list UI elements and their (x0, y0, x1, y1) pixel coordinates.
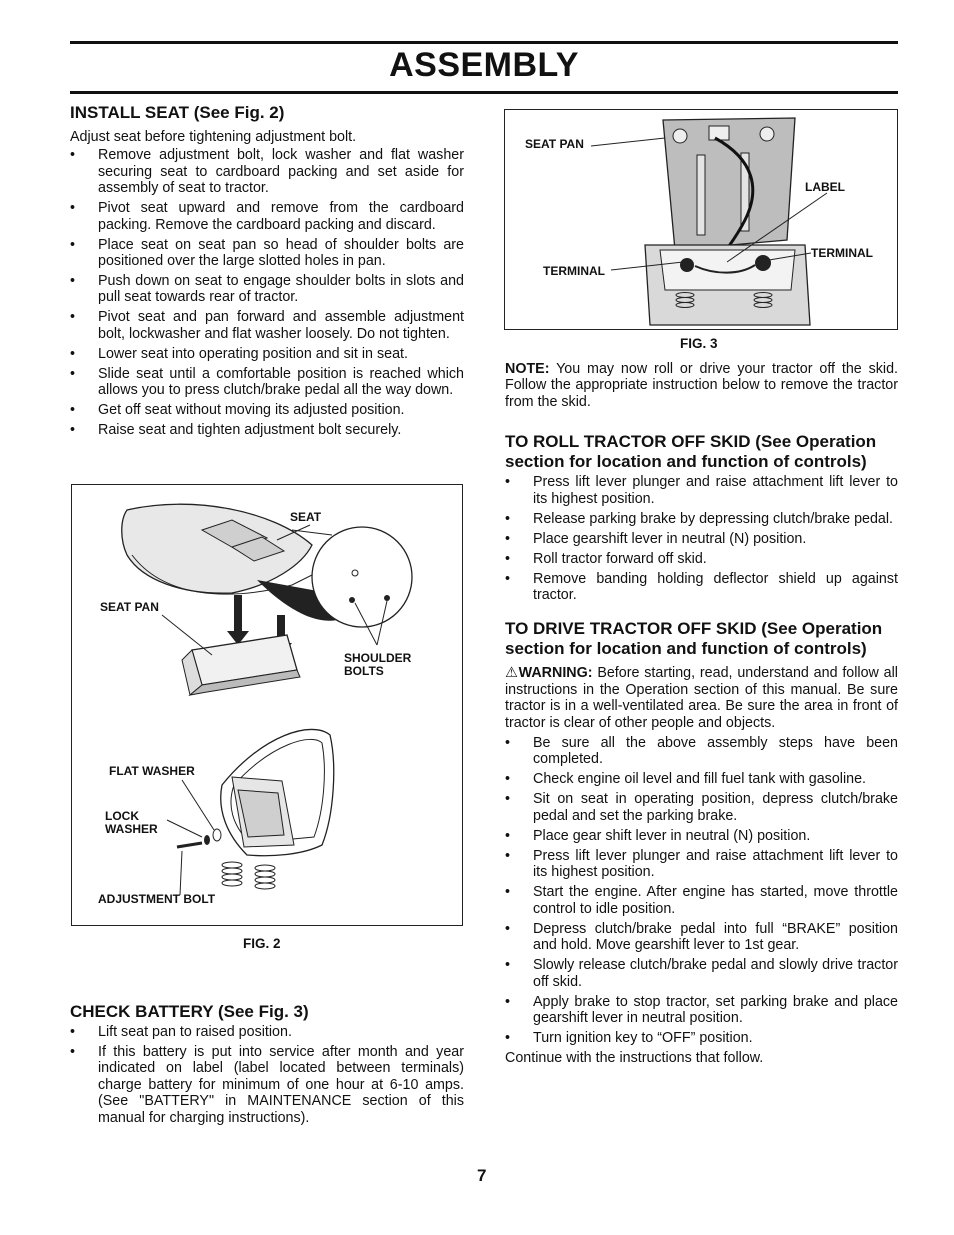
warning-label: WARNING: (518, 665, 593, 682)
list-item: • Release parking brake by depressing clutch/brake pedal. (505, 511, 898, 527)
list-item: • Place seat on seat pan so head of shoulder bolts are positioned over the large slotted holes in pan. (70, 237, 464, 270)
fig2-label-seat: SEAT (290, 510, 322, 524)
warning-paragraph (505, 665, 898, 731)
fig2-label-flat-washer: FLAT WASHER (109, 764, 195, 778)
list-item: • Apply brake to stop tractor, set parking brake and place gearshift lever in neutral position. (505, 994, 898, 1027)
check-battery-heading: CHECK BATTERY (See Fig. 3) (70, 1002, 309, 1021)
page-number: 7 (477, 1166, 487, 1185)
figure-3-illustration (505, 110, 897, 329)
fig2-label-shoulder-bolts-2: BOLTS (344, 664, 384, 678)
list-item: • Turn ignition key to “OFF” position. (505, 1030, 898, 1046)
list-item: • Press lift lever plunger and raise attachment lift lever to its highest position. (505, 848, 898, 881)
list-item: • If this battery is put into service after month and year indicated on label (label located between terminals) charge battery for minimum of one hour at 6-10 amps. (See "BATTERY" in MAINTENANCE section of this manual for charging instructions). (70, 1044, 464, 1126)
fig2-label-adjustment-bolt: ADJUSTMENT BOLT (98, 892, 216, 906)
list-item: • Lower seat into operating position and sit in seat. (70, 346, 464, 362)
closing-paragraph: Continue with the instructions that follow. (505, 1049, 764, 1066)
fig2-label-seat-pan: SEAT PAN (100, 600, 159, 614)
install-seat-steps (70, 147, 464, 438)
list-item: • Slide seat until a comfortable position is reached which allows you to press clutch/brake pedal all the way down. (70, 366, 464, 399)
fig2-label-lock-washer-2: WASHER (105, 822, 158, 836)
figure-2-illustration (72, 485, 462, 925)
install-seat-intro: Adjust seat before tightening adjustment bolt. (70, 129, 357, 145)
note-text: You may now roll or drive your tractor off the skid. Follow the appropriate instruction below to remove the tractor from the skid. (505, 361, 898, 410)
fig3-label-terminal-left: TERMINAL (543, 264, 605, 278)
list-item: • Push down on seat to engage shoulder bolts in slots and pull seat towards rear of tractor. (70, 273, 464, 306)
drive-off-heading: TO DRIVE TRACTOR OFF SKID (See Operation section for location and function of controls) (505, 619, 883, 659)
figure-3-box (504, 109, 898, 330)
page-title: ASSEMBLY (389, 46, 579, 84)
fig3-label-label: LABEL (805, 180, 845, 194)
fig3-label-terminal-right: TERMINAL (811, 246, 873, 260)
list-item: • Be sure all the above assembly steps have been completed. (505, 735, 898, 768)
fig2-label-shoulder-bolts-1: SHOULDER (344, 651, 412, 665)
warning-text: Before starting, read, understand and follow all instructions in the Operation section of this manual. Be sure tractor is in a well-ventilated area. Be sure the area in front of tractor is clear of other people and objects. (505, 665, 898, 731)
install-seat-section (70, 103, 464, 442)
list-item: • Get off seat without moving its adjusted position. (70, 402, 464, 418)
list-item: • Depress clutch/brake pedal into full “BRAKE” position and hold. Move gearshift lever to 1st gear. (505, 921, 898, 954)
figure-3-caption: FIG. 3 (680, 336, 718, 351)
check-battery-section (70, 1002, 464, 1130)
roll-off-steps (505, 474, 898, 603)
list-item: • Slowly release clutch/brake pedal and slowly drive tractor off skid. (505, 957, 898, 990)
list-item: • Sit on seat in operating position, depress clutch/brake pedal and set the parking brake. (505, 791, 898, 824)
list-item: • Remove banding holding deflector shield up against tractor. (505, 571, 898, 604)
list-item: • Raise seat and tighten adjustment bolt securely. (70, 422, 464, 438)
figure-2-box (71, 484, 463, 926)
title-underline-rule (70, 91, 898, 94)
note-paragraph (505, 361, 898, 410)
warning-icon: ⚠ (505, 665, 519, 682)
right-column (505, 361, 898, 1066)
list-item: • Place gearshift lever in neutral (N) position. (505, 531, 898, 547)
list-item: • Press lift lever plunger and raise attachment lift lever to its highest position. (505, 474, 898, 507)
roll-off-heading: TO ROLL TRACTOR OFF SKID (See Operation section for location and function of controls) (505, 432, 877, 472)
check-battery-steps (70, 1024, 464, 1126)
list-item: • Pivot seat upward and remove from the cardboard packing. Remove the cardboard packing and discard. (70, 200, 464, 233)
fig3-label-seat-pan: SEAT PAN (525, 137, 584, 151)
list-item: • Check engine oil level and fill fuel tank with gasoline. (505, 771, 898, 787)
list-item: • Remove adjustment bolt, lock washer and flat washer securing seat to cardboard packing and set aside for assembly of seat to tractor. (70, 147, 464, 196)
list-item: • Pivot seat and pan forward and assemble adjustment bolt, lockwasher and flat washer loosely. Do not tighten. (70, 309, 464, 342)
figure-2-caption: FIG. 2 (243, 936, 281, 951)
list-item: • Lift seat pan to raised position. (70, 1024, 464, 1040)
list-item: • Roll tractor forward off skid. (505, 551, 898, 567)
list-item: • Place gear shift lever in neutral (N) position. (505, 828, 898, 844)
top-rule (70, 41, 898, 44)
fig2-label-lock-washer-1: LOCK (105, 809, 139, 823)
note-label: NOTE: (505, 361, 550, 377)
drive-off-steps (505, 735, 898, 1046)
list-item: • Start the engine. After engine has started, move throttle control to idle position. (505, 884, 898, 917)
install-seat-heading: INSTALL SEAT (See Fig. 2) (70, 103, 285, 122)
